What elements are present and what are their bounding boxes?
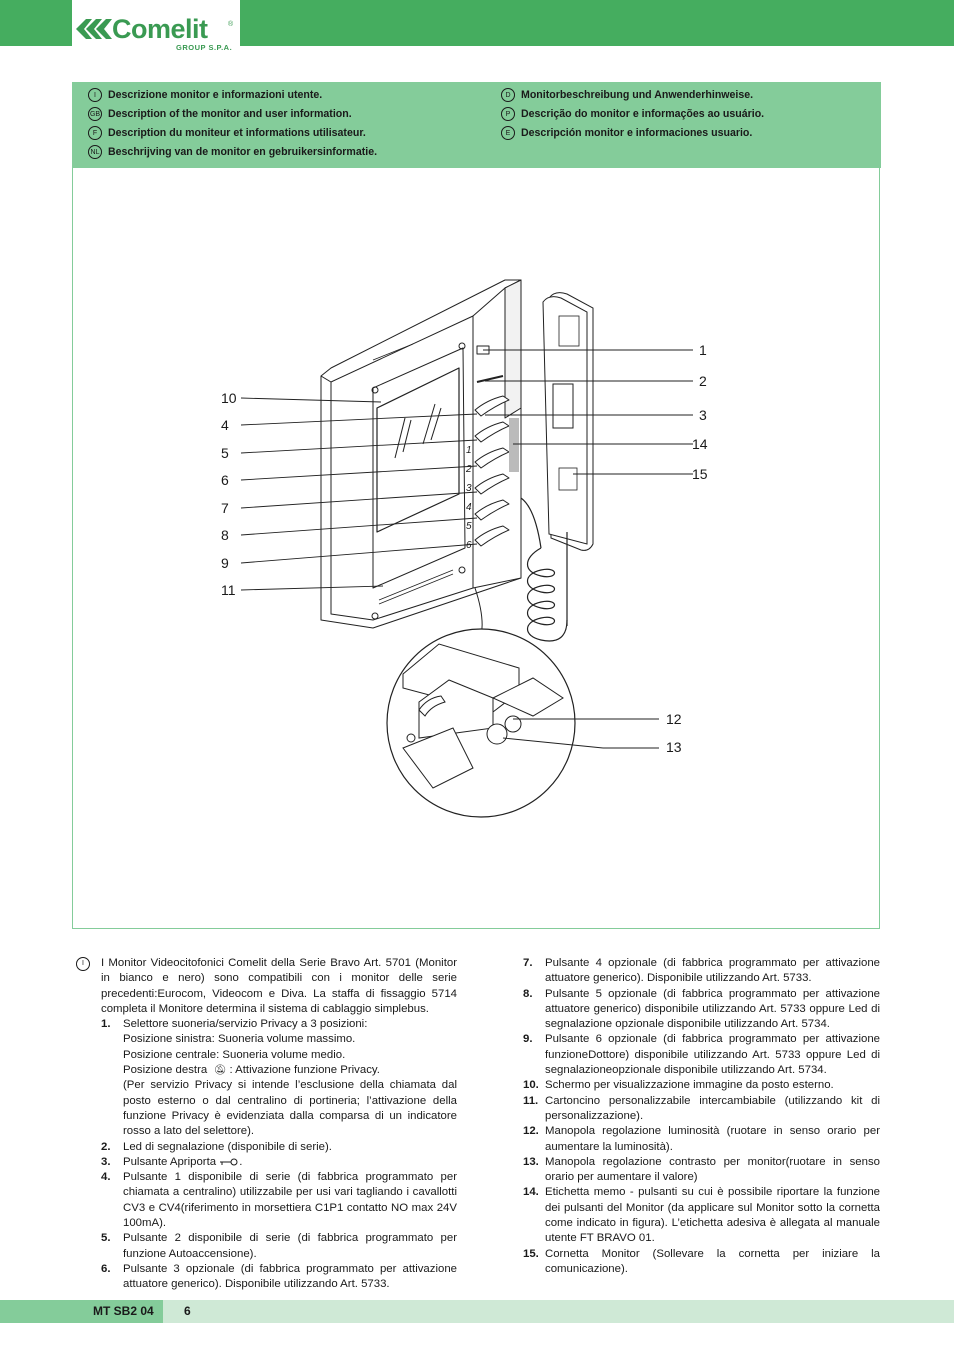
handset — [543, 293, 593, 551]
item-number: 8. — [523, 987, 533, 1000]
title-text: Monitorbeschreibung und Anwenderhinweise. — [521, 89, 754, 101]
list-item-14 — [523, 1185, 880, 1246]
language-badge: F — [88, 126, 102, 140]
label-13: 13 — [666, 739, 682, 755]
label-15: 15 — [692, 466, 708, 482]
item-number: 2. — [101, 1140, 111, 1153]
title-row-nl — [88, 144, 377, 160]
intro-paragraph — [73, 956, 457, 1017]
button-number-3: 3 — [466, 483, 472, 494]
language-badge: GB — [88, 107, 102, 121]
title-text: Descrição do monitor e informações ao usuário. — [521, 108, 765, 120]
label-9: 9 — [221, 555, 229, 571]
privacy-icon: 🔕︎ — [213, 1065, 227, 1077]
list-item-7 — [523, 956, 880, 987]
language-badge: P — [501, 107, 515, 121]
item-number: 13. — [523, 1155, 539, 1168]
item-text: Pulsante 1 disponibile di serie (di fabbrica programmato per chiamata a centralino) utilizzabile per usi vari tagliando i cavallotti CV3 e CV4(riferimento in morsettiera C1P1 contatto NO max 24V 100mA). — [123, 1171, 457, 1230]
label-1: 1 — [699, 342, 707, 358]
label-2: 2 — [699, 373, 707, 389]
language-title-box — [72, 82, 881, 168]
title-row-f — [88, 125, 366, 141]
list-item-13 — [523, 1155, 880, 1186]
item-text: Posizione centrale: Suoneria volume medio. — [123, 1048, 346, 1061]
title-text: Description du moniteur et informations utilisateur. — [108, 127, 366, 139]
title-row-e — [501, 125, 752, 141]
item-number: 4. — [101, 1171, 111, 1184]
label-11: 11 — [221, 582, 236, 598]
logo-subtitle: GROUP S.P.A. — [176, 43, 233, 52]
label-5: 5 — [221, 445, 229, 461]
item-number: 15. — [523, 1247, 539, 1260]
language-badge: E — [501, 126, 515, 140]
item-number: 1. — [101, 1018, 111, 1031]
item-text: Pulsante 6 opzionale (di fabbrica programmato per attivazione funzioneDottore) disponibile utilizzando Art. 5733 oppure Led di segnalazioneopzionale disponibile utilizzando Art. 5734. — [545, 1033, 880, 1077]
label-3: 3 — [699, 407, 707, 423]
item-text: Pulsante Apriporta — [123, 1155, 217, 1168]
title-text: Descrizione monitor e informazioni utente. — [108, 89, 323, 101]
item-text: Manopola regolazione contrasto per monitor(ruotare in senso orario per aumentare il valore) — [545, 1155, 880, 1184]
button-number-5: 5 — [466, 521, 472, 532]
item-text: Pulsante 4 opzionale (di fabbrica programmato per attivazione attuatore generico). Disponibile utilizzando Art. 5733. — [545, 957, 880, 985]
item-number: 3. — [101, 1155, 111, 1168]
item-text: Posizione destra — [123, 1064, 208, 1077]
title-row-i — [88, 87, 322, 103]
list-item-10 — [523, 1078, 880, 1093]
list-item-6 — [101, 1262, 457, 1293]
item-text: Cornetta Monitor (Sollevare la cornetta per iniziare la comunicazione). — [545, 1247, 880, 1275]
label-12: 12 — [666, 711, 682, 727]
document-code: MT SB2 04 — [93, 1304, 154, 1318]
item-text: Pulsante 2 disponibile di serie (di fabbrica programmato per funzione Autoaccensione). — [123, 1232, 457, 1260]
label-4: 4 — [221, 417, 229, 433]
list-item-4 — [101, 1170, 457, 1231]
item-text: (Per servizio Privacy si intende l’esclusione della chiamata dal posto esterno o dal centralino di portineria; l’attivazione della funzione Privacy è evidenziata dalla comparsa di un indicatore rosso a lato del selettore). — [123, 1079, 457, 1138]
title-text: Descripción monitor e informaciones usuario. — [521, 127, 753, 139]
list-item-8 — [523, 987, 880, 1033]
list-item-1 — [101, 1017, 457, 1139]
item-text: Etichetta memo - pulsanti su cui è possibile riportare la funzione dei pulsanti del Monitor (da applicare sul Monitor sotto la cornetta come indicato in figura). L’etichetta adesiva è allegata al manuale utente FT BRAVO 01. — [545, 1186, 880, 1245]
list-item-12 — [523, 1124, 880, 1155]
item-text: : Attivazione funzione Privacy. — [229, 1064, 380, 1077]
title-row-d — [501, 87, 753, 103]
title-row-p — [501, 106, 764, 122]
item-text-line — [123, 1063, 457, 1078]
item-text: Manopola regolazione luminosità (ruotare in senso orario per aumentare la luminosità). — [545, 1125, 880, 1153]
item-text: Led di segnalazione (disponibile di serie). — [123, 1140, 332, 1153]
item-text: Cartoncino personalizzabile intercambiabile (utilizzando kit di personalizzazione). — [545, 1094, 880, 1122]
item-number: 7. — [523, 957, 533, 969]
item-text: Posizione sinistra: Suoneria volume massimo. — [123, 1033, 356, 1046]
list-item-5 — [101, 1231, 457, 1262]
monitor-diagram — [73, 168, 879, 928]
label-14: 14 — [692, 436, 708, 452]
item-text: Pulsante 3 opzionale (di fabbrica programmato per attivazione attuatore generico). Disponibile utilizzando Art. 5733. — [123, 1262, 457, 1291]
monitor-figure-panel — [72, 168, 880, 929]
label-6: 6 — [221, 472, 229, 488]
title-text: Description of the monitor and user information. — [108, 108, 352, 120]
item-number: 14. — [523, 1186, 539, 1199]
item-text: Pulsante 5 opzionale (di fabbrica programmato per attivazione attuatore generico) disponibile utilizzando Art. 5733 oppure Led di segnalazione opzionale disponibile utilizzando Art. 5734. — [545, 987, 880, 1031]
language-badge: I — [76, 957, 90, 971]
left-text-column — [73, 956, 457, 1293]
language-badge: D — [501, 88, 515, 102]
label-10: 10 — [221, 390, 237, 406]
item-text: Selettore suoneria/servizio Privacy a 3 posizioni: — [123, 1018, 368, 1031]
item-number: 12. — [523, 1125, 539, 1138]
label-7: 7 — [221, 500, 229, 516]
button-number-6: 6 — [466, 540, 472, 551]
button-number-2: 2 — [466, 464, 472, 475]
comelit-logo-icon — [76, 17, 112, 41]
title-text: Beschrijving van de monitor en gebruikersinformatie. — [108, 146, 378, 158]
page-number: 6 — [184, 1304, 191, 1318]
button-number-1: 1 — [466, 445, 472, 456]
language-badge: I — [88, 88, 102, 102]
language-badge: NL — [88, 145, 102, 159]
item-number: 11. — [523, 1094, 539, 1107]
detail-callout — [387, 588, 575, 817]
list-item-11 — [523, 1094, 880, 1125]
comelit-logo — [72, 0, 240, 52]
button-number-4: 4 — [466, 502, 472, 513]
label-8: 8 — [221, 527, 229, 543]
item-number: 10. — [523, 1079, 539, 1092]
list-item-15 — [523, 1247, 880, 1278]
title-row-gb — [88, 106, 352, 122]
item-number: 9. — [523, 1033, 533, 1046]
list-item-3: 3. Pulsante Apriporta . — [101, 1155, 457, 1170]
key-icon — [219, 1158, 239, 1166]
item-number: 6. — [101, 1262, 111, 1275]
list-item-9 — [523, 1032, 880, 1078]
item-text: Schermo per visualizzazione immagine da posto esterno. — [545, 1079, 834, 1092]
logo-wordmark: Comelit — [112, 14, 208, 44]
right-text-column — [523, 956, 880, 1277]
item-number: 5. — [101, 1232, 111, 1245]
list-item-2 — [101, 1140, 457, 1155]
intro-text: I Monitor Videocitofonici Comelit della Serie Bravo Art. 5701 (Monitor in bianco e nero) sono compatibili con i monitor delle serie precedenti:Eurocom, Videocom e Diva. La staffa di fissaggio 5714 completa il Monitore determina il sistema di cablaggio simplebus. — [101, 957, 457, 1015]
logo-registered-mark: ® — [228, 21, 234, 28]
